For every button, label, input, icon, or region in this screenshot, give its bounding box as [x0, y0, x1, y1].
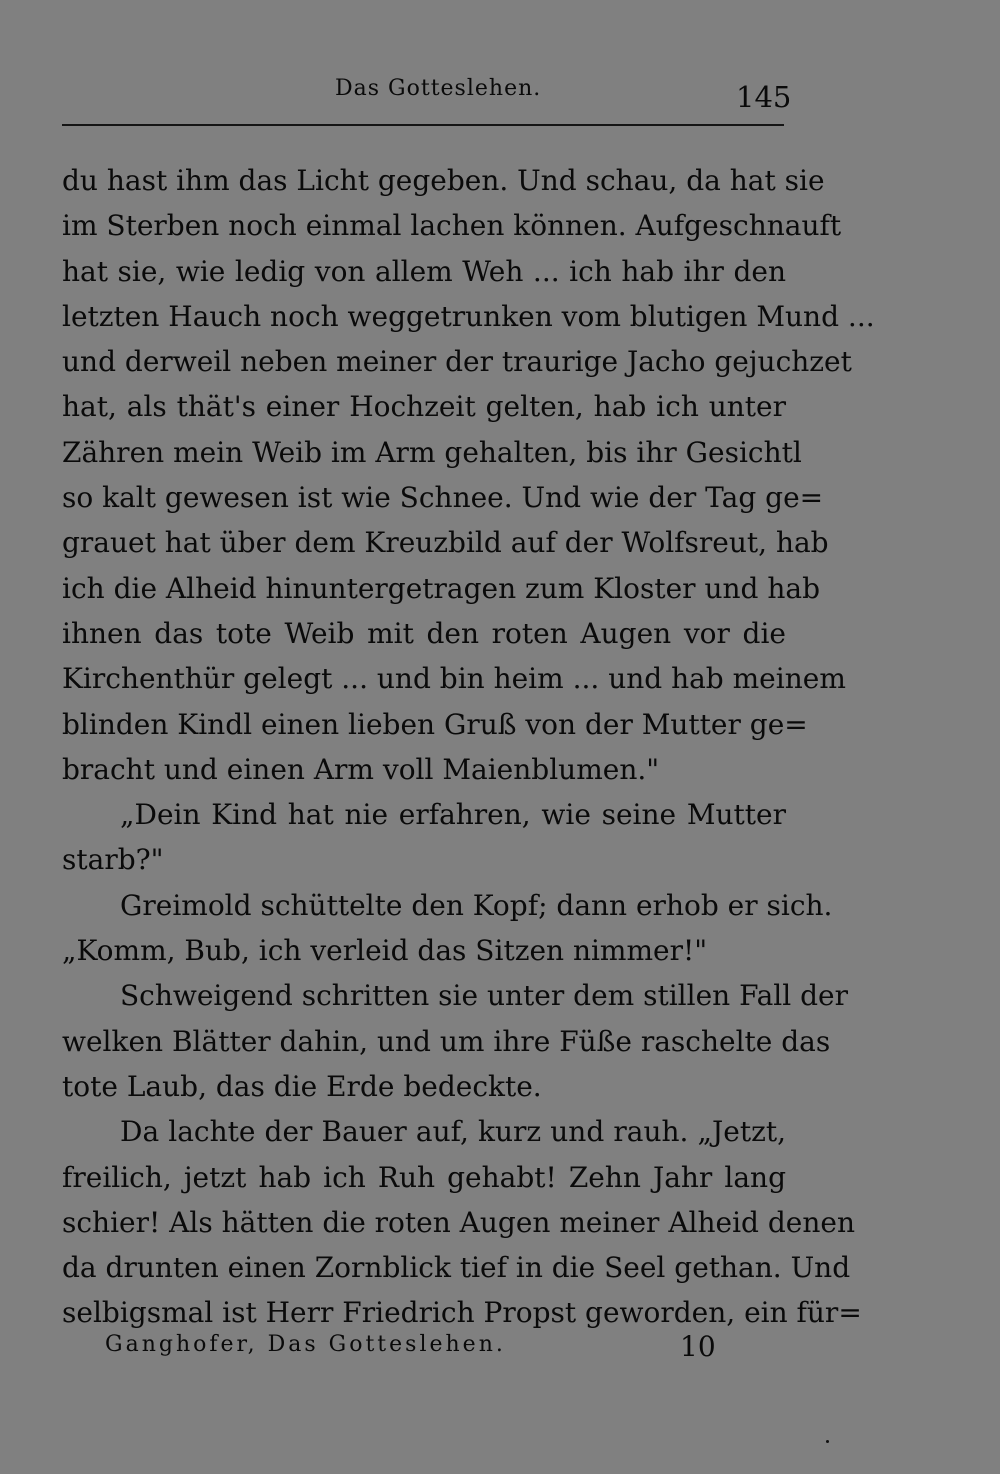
footer-imprint: Ganghofer, Das Gotteslehen. — [105, 1332, 506, 1357]
text-line: „Komm, Bub, ich verleid das Sitzen nimmer!" — [62, 934, 708, 968]
text-line: letzten Hauch noch weggetrunken vom blutigen Mund ... — [62, 299, 875, 333]
text-line: da drunten einen Zornblick tief in die Seel gethan. Und — [62, 1251, 851, 1285]
signature-mark: 10 — [680, 1330, 716, 1363]
text-line: ich die Alheid hinuntergetragen zum Kloster und hab — [62, 571, 821, 605]
text-line: schier! Als hätten die roten Augen meiner Alheid denen — [62, 1205, 856, 1239]
text-line: Schweigend schritten sie unter dem stillen Fall der — [120, 979, 848, 1013]
text-line: freilich, jetzt hab ich Ruh gehabt! Zehn Jahr lang — [62, 1160, 786, 1194]
header-rule — [62, 124, 784, 126]
text-line: Kirchenthür gelegt ... und bin heim ... und hab meinem — [62, 662, 846, 696]
text-line: selbigsmal ist Herr Friedrich Propst geworden, ein für= — [62, 1296, 862, 1330]
text-line: hat sie, wie ledig von allem Weh ... ich hab ihr den — [62, 254, 786, 288]
text-line: hat, als thät's einer Hochzeit gelten, hab ich unter — [62, 390, 786, 424]
text-line: du hast ihm das Licht gegeben. Und schau, da hat sie — [62, 164, 825, 197]
body-text — [62, 158, 875, 1336]
running-title: Das Gotteslehen. — [335, 76, 542, 101]
text-line: Zähren mein Weib im Arm gehalten, bis ihr Gesichtl — [62, 435, 802, 469]
text-line: ihnen das tote Weib mit den roten Augen vor die — [62, 616, 786, 650]
text-line: Da lachte der Bauer auf, kurz und rauh. „Jetzt, — [120, 1115, 786, 1149]
text-line: grauet hat über dem Kreuzbild auf der Wolfsreut, hab — [62, 526, 829, 560]
text-line: welken Blätter dahin, und um ihre Füße raschelte das — [62, 1024, 831, 1058]
print-speck — [826, 1440, 829, 1443]
page-number: 145 — [736, 80, 792, 114]
text-line: bracht und einen Arm voll Maienblumen." — [62, 752, 660, 786]
text-line: „Dein Kind hat nie erfahren, wie seine Mutter — [120, 798, 786, 832]
text-line: tote Laub, das die Erde bedeckte. — [62, 1069, 542, 1103]
text-line: blinden Kindl einen lieben Gruß von der Mutter ge= — [62, 707, 808, 741]
text-line: starb?" — [62, 843, 164, 877]
text-line: Greimold schüttelte den Kopf; dann erhob er sich. — [120, 888, 833, 922]
text-line: so kalt gewesen ist wie Schnee. Und wie der Tag ge= — [62, 481, 824, 515]
text-line: im Sterben noch einmal lachen können. Aufgeschnauft — [62, 209, 842, 243]
text-line: und derweil neben meiner der traurige Jacho gejuchzet — [62, 345, 852, 379]
